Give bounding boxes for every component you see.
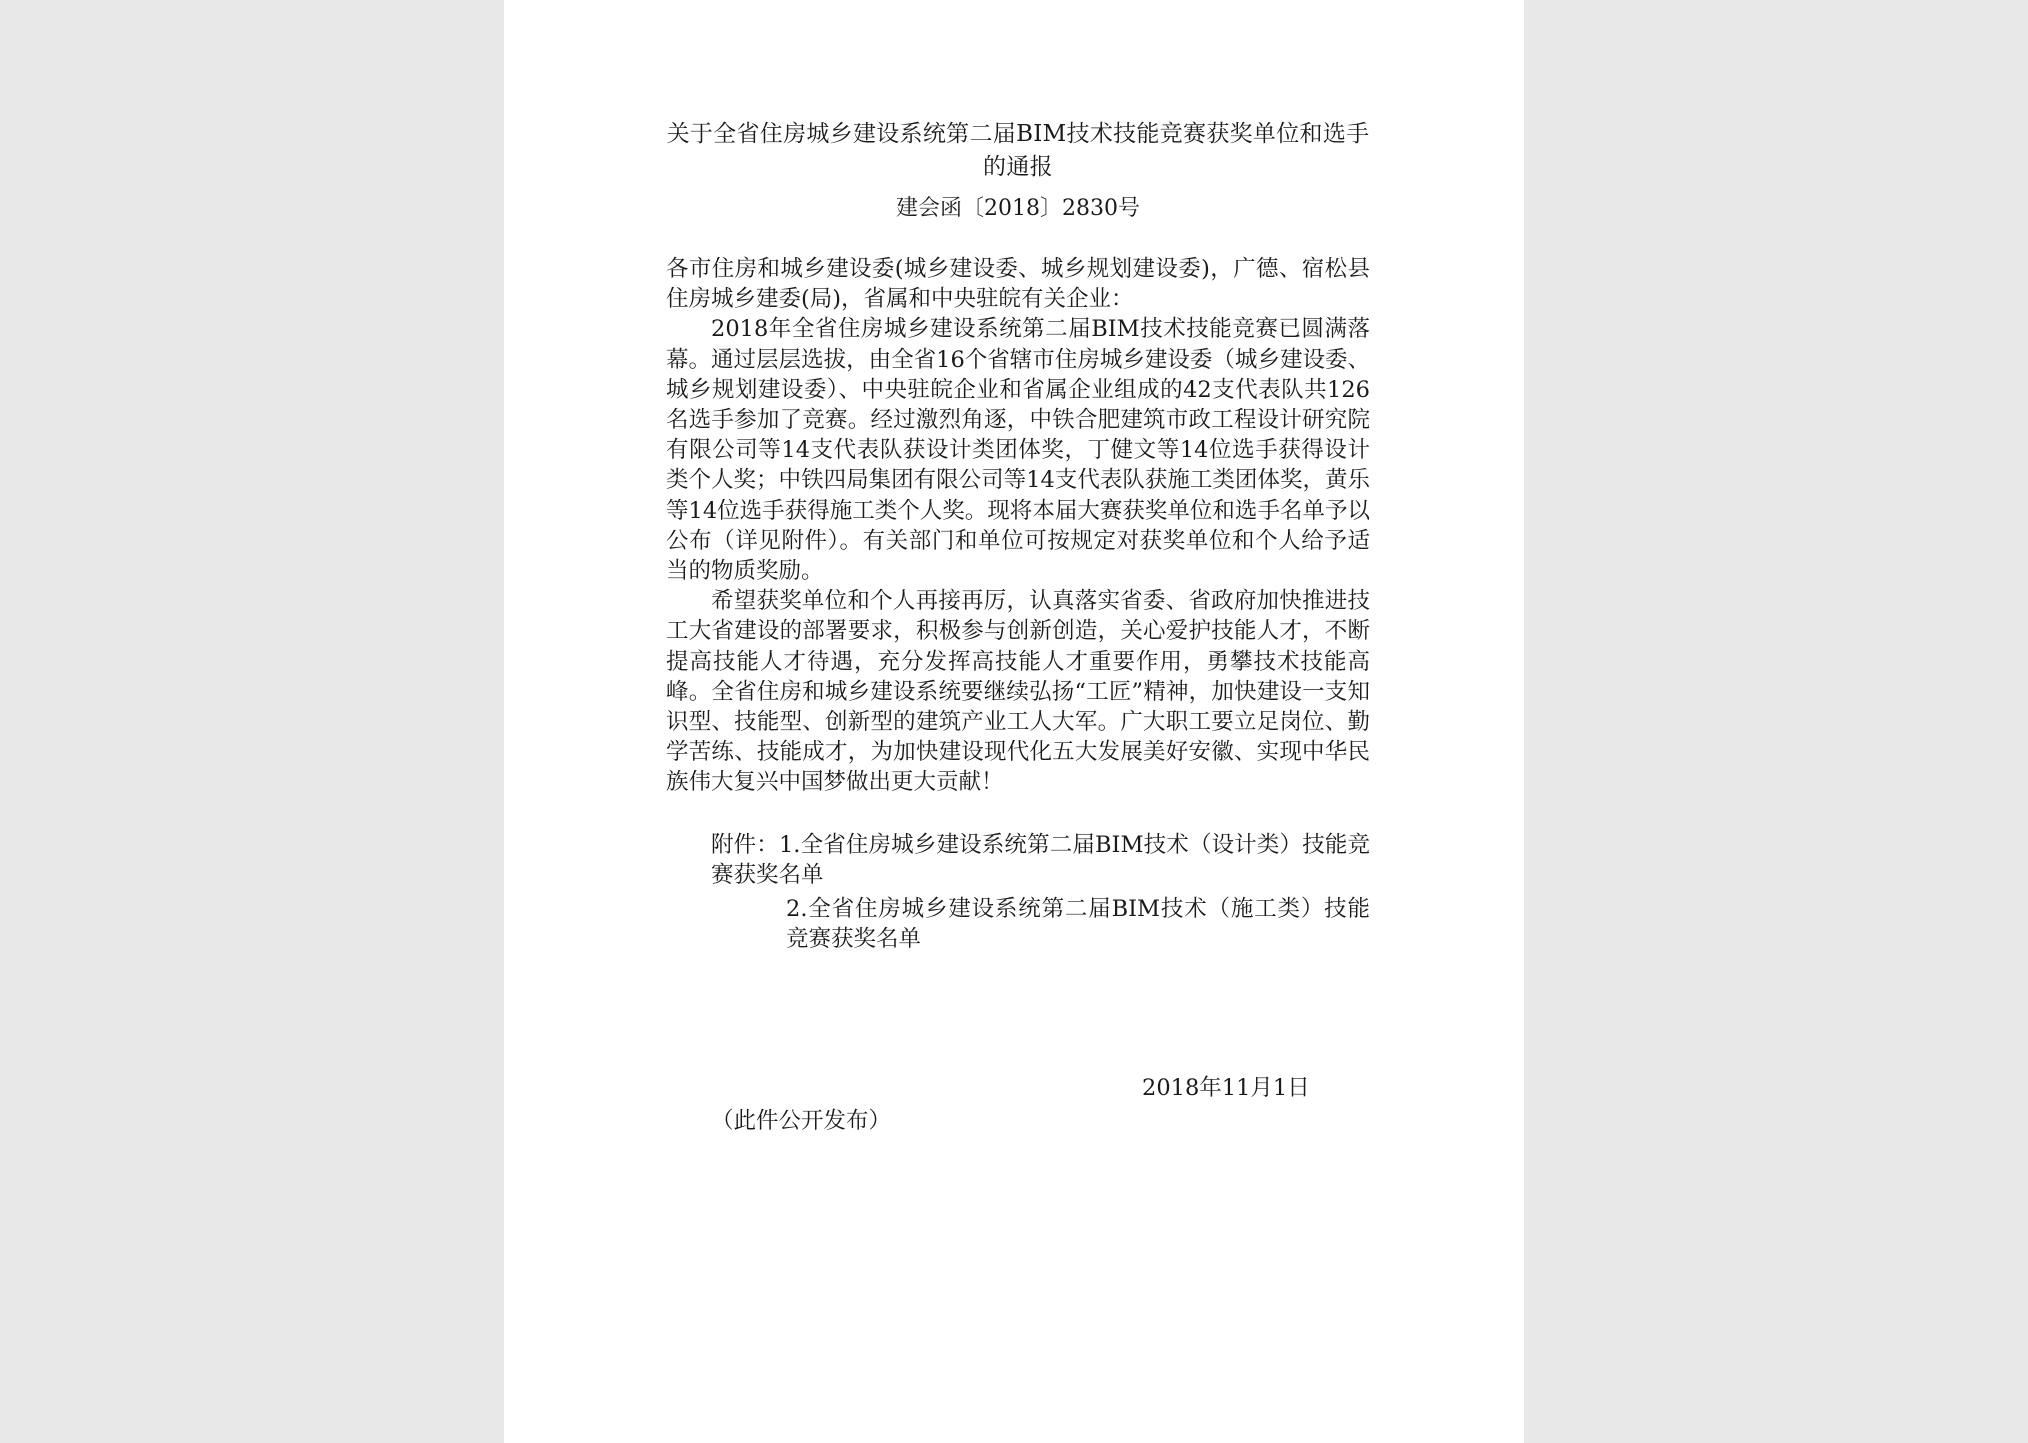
salutation: 各市住房和城乡建设委(城乡建设委、城乡规划建设委)，广德、宿松县住房城乡建委(局)，省属和中央驻皖有关企业：: [666, 256, 1370, 313]
document-number: 建会函〔2018〕2830号: [896, 196, 1140, 221]
document-content: [666, 118, 1370, 1134]
document-title: 关于全省住房城乡建设系统第二届BIM技术技能竞赛获奖单位和选手的通报: [666, 121, 1370, 180]
body-paragraph-1: 2018年全省住房城乡建设系统第二届BIM技术技能竞赛已圆满落幕。通过层层选拔，由全省16个省辖市住房城乡建设委（城乡建设委、城乡规划建设委）、中央驻皖企业和省属企业组成的42支代表队共126名选手参加了竞赛。经过激烈角逐，中铁合肥建筑市政工程设计研究院有限公司等14支代表队获设计类团体奖，丁健文等14位选手获得设计类个人奖；中铁四局集团有限公司等14支代表队获施工类团体奖，黄乐等14位选手获得施工类个人奖。现将本届大赛获奖单位和选手名单予以公布（详见附件）。有关部门和单位可按规定对获奖单位和个人给予适当的物质奖励。: [666, 316, 1370, 585]
attachments: [666, 830, 1370, 955]
attachment-item-1: 附件：1.全省住房城乡建设系统第二届BIM技术（设计类）技能竞赛获奖名单: [711, 831, 1370, 888]
attachment-item-2: 2.全省住房城乡建设系统第二届BIM技术（施工类）技能竞赛获奖名单: [786, 896, 1370, 953]
body-paragraph-2: 希望获奖单位和个人再接再厉，认真落实省委、省政府加快推进技工大省建设的部署要求，积极参与创新创造，关心爱护技能人才，不断提高技能人才待遇，充分发挥高技能人才重要作用，勇攀技术技能高峰。全省住房和城乡建设系统要继续弘扬“工匠”精神，加快建设一支知识型、技能型、创新型的建筑产业工人大军。广大职工要立足岗位、勤学苦练、技能成才，为加快建设现代化五大发展美好安徽、实现中华民族伟大复兴中国梦做出更大贡献！: [666, 588, 1370, 796]
publication-note: （此件公开发布）: [711, 1108, 892, 1134]
document-page: [504, 0, 1524, 1443]
document-date: 2018年11月1日: [1142, 1075, 1310, 1101]
